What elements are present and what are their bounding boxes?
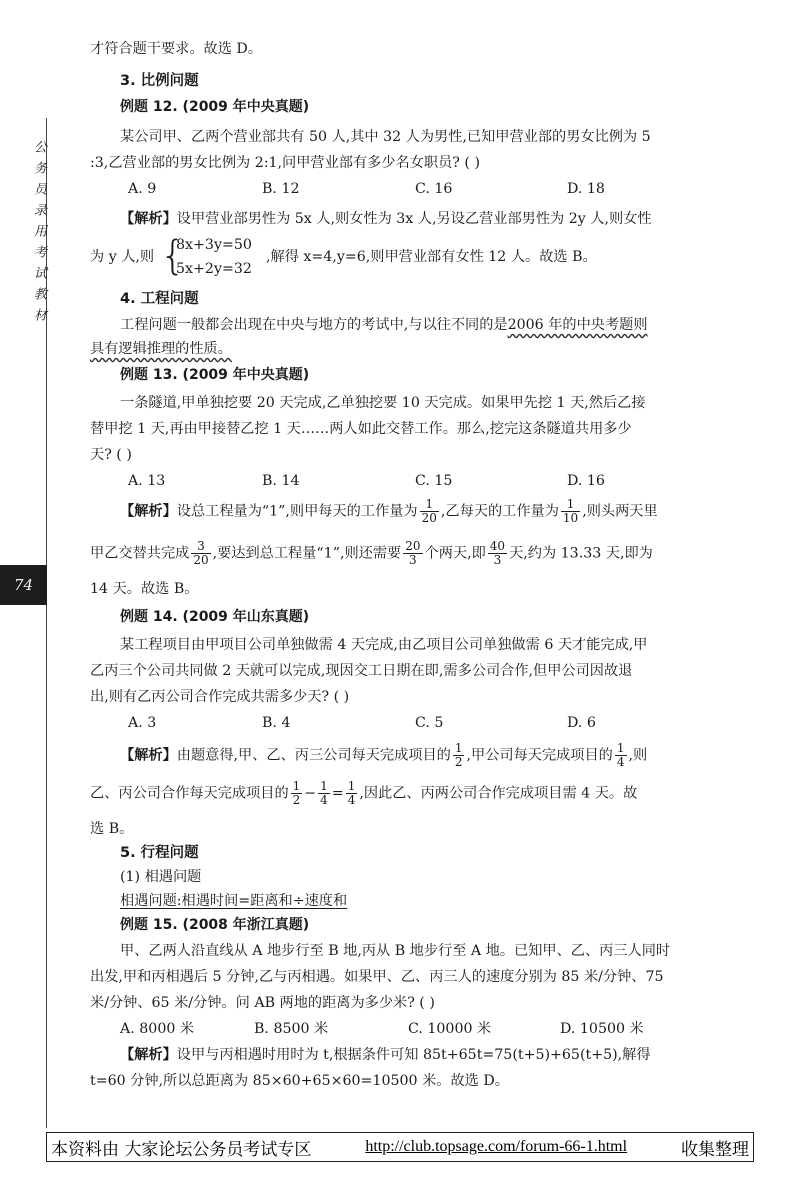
question-14-line-2: 乙丙三个公司共同做 2 天就可以完成,现因交工日期在即,需多公司合作,但甲公司因故退 — [90, 663, 633, 679]
engineering-intro-line-2: 具有逻辑推理的性质。 — [90, 341, 232, 357]
option-b: B. 8500 米 — [254, 1021, 329, 1037]
fraction-1-4: $\frac{1}{4}$ — [320, 779, 328, 807]
analysis-14-line-3: 选 B。 — [90, 821, 134, 837]
example-14-title: 例题 14. (2009 年山东真题) — [120, 609, 310, 625]
analysis-15-line-2: t=60 分钟,所以总距离为 85×60+65×60=10500 米。故选 D。 — [90, 1073, 509, 1089]
fraction-1-10: $\frac{1}{10}$ — [562, 497, 579, 525]
option-c: C. 5 — [415, 715, 444, 731]
question-13-line-2: 替甲挖 1 天,再由甲接替乙挖 1 天……两人如此交替工作。那么,挖完这条隧道共用多少 — [90, 421, 632, 437]
section-heading-engineering: 4. 工程问题 — [120, 291, 199, 307]
page-number-tab — [0, 565, 47, 605]
footer-note: 收集整理 — [680, 1139, 749, 1160]
question-15-line-2: 出发,甲和丙相遇后 5 分钟,乙与丙相遇。如果甲、乙、丙三人的速度分别为 85 米/分钟、75 — [90, 969, 664, 985]
option-c: C. 15 — [415, 473, 453, 489]
subsection-meeting: (1) 相遇问题 — [120, 869, 202, 885]
section-heading-travel: 5. 行程问题 — [120, 845, 199, 861]
question-14-line-3: 出,则有乙丙公司合作完成共需多少天? ( ) — [90, 689, 350, 705]
option-b: B. 4 — [262, 715, 291, 731]
question-13-line-3: 天? ( ) — [90, 447, 132, 463]
analysis-12-line-2 — [90, 234, 762, 280]
analysis-label: 【解析】 — [120, 747, 177, 764]
analysis-label: 【解析】 — [120, 211, 177, 227]
equation-brace: { — [160, 233, 186, 279]
fraction-1-20: $\frac{1}{20}$ — [421, 497, 437, 525]
analysis-13-line-2: 甲乙交替共完成 $\frac{3}{20}$ ,要达到总工程量“1”,则还需要 $\frac{20}{3}$ 个两天,即 $\frac{40}{3}$ 天,约为 13.33 天,即为 — [90, 539, 653, 567]
options-13 — [90, 470, 762, 493]
source-footer — [46, 1132, 754, 1162]
option-d: D. 6 — [567, 715, 596, 731]
equation-1: 8x+3y=50 — [176, 237, 252, 253]
equation-2: 5x+2y=32 — [176, 261, 252, 277]
analysis-label: 【解析】 — [120, 1047, 177, 1063]
page-number: 74 — [13, 576, 34, 594]
footer-url-link[interactable]: http://club.topsage.com/forum-66-1.html — [365, 1138, 628, 1155]
options-15 — [90, 1018, 762, 1041]
options-12 — [90, 178, 762, 201]
fraction-1-2: $\frac{1}{2}$ — [292, 779, 301, 807]
option-c: C. 16 — [415, 181, 453, 197]
analysis-12-pre: 为 y 人,则 — [90, 249, 155, 265]
example-13-title: 例题 13. (2009 年中央真题) — [120, 367, 310, 383]
analysis-13-line-3: 14 天。故选 B。 — [90, 581, 199, 597]
meeting-formula: 相遇问题:相遇时间=距离和÷速度和 — [120, 893, 348, 909]
fraction-20-3: $\frac{20}{3}$ — [405, 539, 421, 567]
question-15-line-1: 甲、乙两人沿直线从 A 地步行至 B 地,丙从 B 地步行至 A 地。已知甲、乙、丙三人同时 — [120, 943, 671, 959]
book-title-vertical: 公务员录用考试教材 — [31, 140, 46, 329]
question-14-line-1: 某工程项目由甲项目公司单独做需 4 天完成,由乙项目公司单独做需 6 天才能完成,甲 — [120, 637, 648, 653]
option-a: A. 13 — [128, 473, 166, 489]
question-12-line-1: 某公司甲、乙两个营业部共有 50 人,其中 32 人为男性,已知甲营业部的男女比例为 5 — [120, 129, 651, 145]
analysis-15-line-1: 【解析】设甲与丙相遇时用时为 t,根据条件可知 85t+65t=75(t+5)+65(t+5),解得 — [120, 1047, 651, 1063]
option-d: D. 16 — [567, 473, 605, 489]
options-14 — [90, 712, 762, 735]
fraction-1-4: $\frac{1}{4}$ — [347, 779, 356, 807]
example-15-title: 例题 15. (2008 年浙江真题) — [120, 917, 310, 933]
section-heading-ratio: 3. 比例问题 — [120, 73, 199, 89]
fraction-1-2: $\frac{1}{2}$ — [454, 741, 463, 769]
fraction-1-4: $\frac{1}{4}$ — [616, 741, 625, 769]
analysis-14-line-1: 【解析】由题意得,甲、乙、丙三公司每天完成项目的 $\frac{1}{2}$ ,甲公司每天完成项目的 $\frac{1}{4}$ ,则 — [120, 741, 648, 769]
footer-source: 本资料由 大家论坛公务员考试专区 — [51, 1139, 312, 1160]
question-12-line-2: :3,乙营业部的男女比例为 2:1,问甲营业部有多少名女职员? ( ) — [90, 155, 480, 171]
option-b: B. 14 — [262, 473, 300, 489]
analysis-label: 【解析】 — [120, 503, 177, 520]
option-d: D. 18 — [567, 181, 605, 197]
option-d: D. 10500 米 — [560, 1021, 644, 1037]
question-15-line-3: 米/分钟、65 米/分钟。问 AB 两地的距离为多少米? ( ) — [90, 995, 435, 1011]
analysis-12-line-1: 【解析】设甲营业部男性为 5x 人,则女性为 3x 人,另设乙营业部男性为 2y 人,则女性 — [120, 211, 652, 227]
question-13-line-1: 一条隧道,甲单独挖要 20 天完成,乙单独挖要 10 天完成。如果甲先挖 1 天,然后乙接 — [120, 395, 646, 411]
fraction-3-20: $\frac{3}{20}$ — [193, 539, 209, 567]
analysis-12-post: ,解得 x=4,y=6,则甲营业部有女性 12 人。故选 B。 — [266, 249, 597, 265]
option-a: A. 3 — [128, 715, 157, 731]
fraction-40-3: $\frac{40}{3}$ — [489, 539, 506, 567]
engineering-intro-line-1: 工程问题一般都会出现在中央与地方的考试中,与以往不同的是2006 年的中央考题则 — [120, 317, 648, 333]
option-a: A. 9 — [128, 181, 157, 197]
analysis-13-line-1: 【解析】设总工程量为“1”,则甲每天的工作量为 $\frac{1}{20}$ ,乙每天的工作量为 $\frac{1}{10}$ ,则头两天里 — [120, 497, 658, 525]
text-line: 才符合题干要求。故选 D。 — [90, 41, 262, 57]
analysis-14-line-2: 乙、丙公司合作每天完成项目的 $\frac{1}{2}$ − $\frac{1}{4}$ = $\frac{1}{4}$ ,因此乙、丙两公司合作完成项目需 4 天。故 — [90, 779, 638, 807]
option-a: A. 8000 米 — [120, 1021, 195, 1037]
option-c: C. 10000 米 — [408, 1021, 492, 1037]
example-12-title: 例题 12. (2009 年中央真题) — [120, 99, 310, 115]
option-b: B. 12 — [262, 181, 300, 197]
